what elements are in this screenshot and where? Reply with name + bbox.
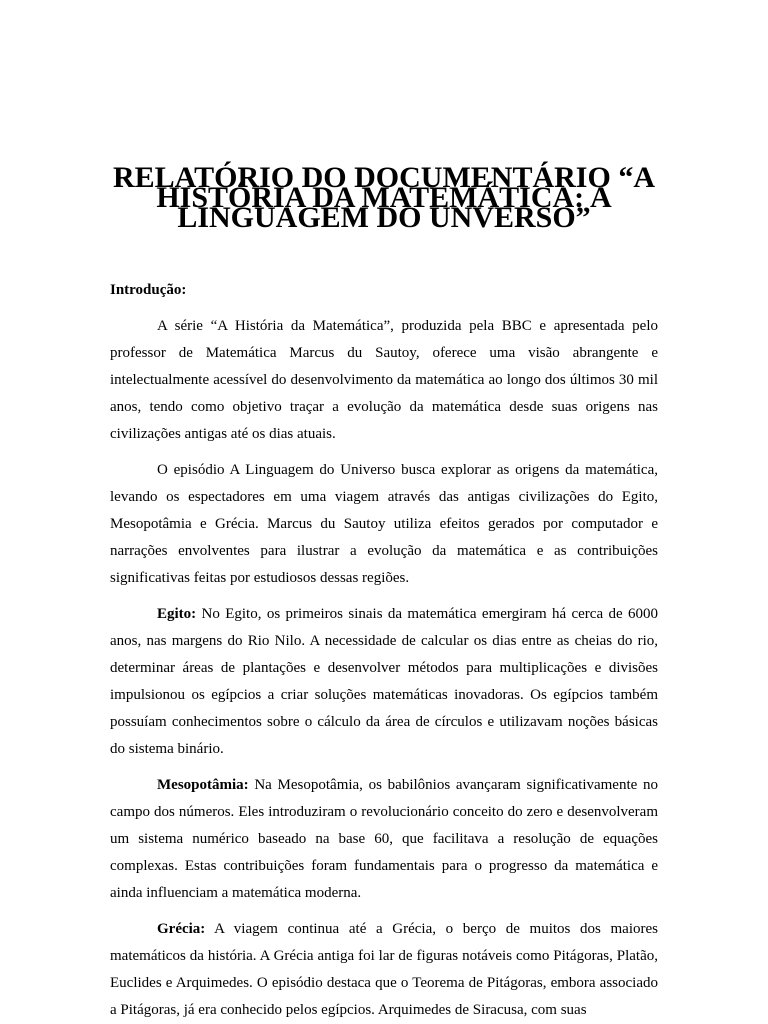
paragraph-episode bbox=[110, 457, 658, 592]
intro-heading: Introdução: bbox=[110, 282, 187, 298]
document-body bbox=[110, 161, 658, 1024]
paragraph-mesopotamia bbox=[110, 772, 658, 907]
paragraph-intro bbox=[110, 313, 658, 448]
document-title: RELATÓRIO DO DOCUMENTÁRIO “A HISTÓRIA DA MATEMÁTICA: A LINGUAGEM DO UNVERSO” bbox=[113, 161, 655, 234]
paragraph-text: Na Mesopotâmia, os babilônios avançaram significativamente no campo dos números. Eles introduziram o revolucionário conceito do zero e desenvolveram um sistema numérico baseado na base 60, que facilitava a resolução de equações complexas. Estas contribuições foram fundamentais para o progresso da matemática e ainda influenciam a matemática moderna. bbox=[110, 777, 658, 901]
paragraph-text: A viagem continua até a Grécia, o berço de muitos dos maiores matemáticos da história. A Grécia antiga foi lar de figuras notáveis como Pitágoras, Platão, Euclides e Arquimedes. O episódio destaca que o Teorema de Pitágoras, embora associado a Pitágoras, já era conhecido pelos egípcios. Arquimedes de Siracusa, com suas bbox=[110, 921, 658, 1018]
paragraph-lead-egito: Egito: bbox=[157, 606, 197, 622]
paragraph-lead-grecia: Grécia: bbox=[157, 921, 206, 937]
paragraph-lead-mesopotamia: Mesopotâmia: bbox=[157, 777, 249, 793]
paragraph-text: No Egito, os primeiros sinais da matemática emergiram há cerca de 6000 anos, nas margens do Rio Nilo. A necessidade de calcular os dias entre as cheias do rio, determinar áreas de plantações e desenvolver métodos para multiplicações e divisões impulsionou os egípcios a criar soluções matemáticas inovadoras. Os egípcios também possuíam conhecimentos sobre o cálculo da área de círculos e utilizavam noções básicas do sistema binário. bbox=[110, 606, 658, 757]
paragraph-text: A série “A História da Matemática”, produzida pela BBC e apresentada pelo professor de Matemática Marcus du Sautoy, oferece uma visão abrangente e intelectualmente acessível do desenvolvimento da matemática ao longo dos últimos 30 mil anos, tendo como objetivo traçar a evolução da matemática desde suas origens nas civilizações antigas até os dias atuais. bbox=[110, 318, 658, 442]
paragraph-egito bbox=[110, 601, 658, 763]
paragraph-grecia bbox=[110, 916, 658, 1024]
paragraph-text: O episódio A Linguagem do Universo busca explorar as origens da matemática, levando os espectadores em uma viagem através das antigas civilizações do Egito, Mesopotâmia e Grécia. Marcus du Sautoy utiliza efeitos gerados por computador e narrações envolventes para ilustrar a evolução da matemática e as contribuições significativas feitas por estudiosos dessas regiões. bbox=[110, 462, 658, 586]
